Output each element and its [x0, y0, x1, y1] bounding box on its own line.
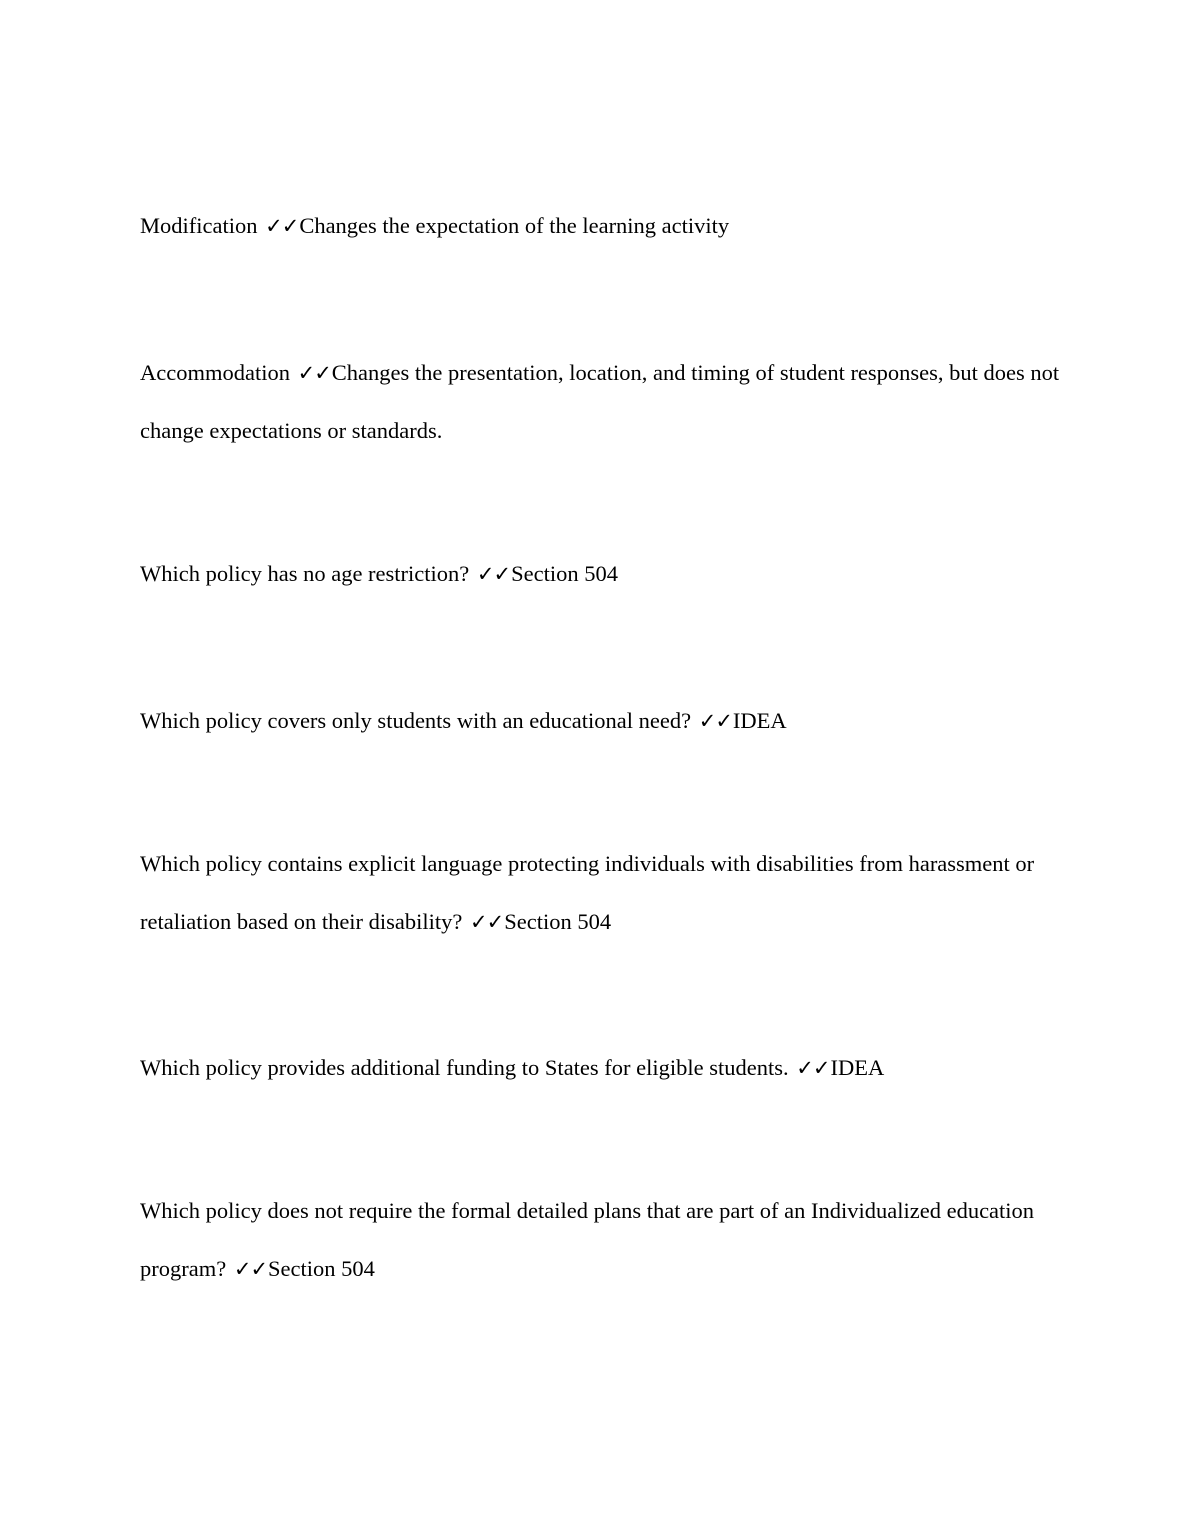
double-check-icon: ✓✓: [297, 361, 331, 385]
entry-answer: Changes the expectation of the learning activity: [299, 213, 730, 238]
qa-entry-formal-plans: [140, 1182, 1060, 1298]
double-check-icon: ✓✓: [233, 1257, 268, 1281]
double-check-icon: ✓✓: [796, 1056, 830, 1080]
entry-term: Which policy has no age restriction?: [140, 561, 470, 586]
entry-term: Modification: [140, 213, 258, 238]
qa-entry-accommodation: [140, 344, 1060, 460]
qa-entry-age-restriction: [140, 545, 1060, 603]
entry-term: Which policy does not require the formal detailed plans that are part of an Individualized education program?: [140, 1198, 1035, 1281]
entry-answer: Section 504: [511, 561, 618, 586]
entry-answer: Changes the presentation, location, and timing of student responses, but does not change expectations or standards.: [140, 360, 1060, 443]
qa-entry-educational-need: [140, 692, 1060, 750]
double-check-icon: ✓✓: [698, 709, 732, 733]
double-check-icon: ✓✓: [470, 910, 504, 934]
qa-entry-harassment: [140, 835, 1060, 951]
entry-term: Accommodation: [140, 360, 290, 385]
entry-answer: Section 504: [504, 909, 612, 934]
entry-answer: IDEA: [830, 1055, 885, 1080]
entry-term: Which policy contains explicit language protecting individuals with disabilities from harassment or retaliation based on their disability?: [140, 851, 1035, 934]
double-check-icon: ✓✓: [265, 214, 299, 238]
entry-term: Which policy covers only students with an educational need?: [140, 708, 692, 733]
double-check-icon: ✓✓: [476, 562, 511, 586]
qa-entry-funding: [140, 1039, 1060, 1097]
entry-answer: IDEA: [732, 708, 787, 733]
qa-entry-modification: [140, 197, 1060, 255]
entry-answer: Section 504: [268, 1256, 375, 1281]
entry-term: Which policy provides additional funding to States for eligible students.: [140, 1055, 789, 1080]
